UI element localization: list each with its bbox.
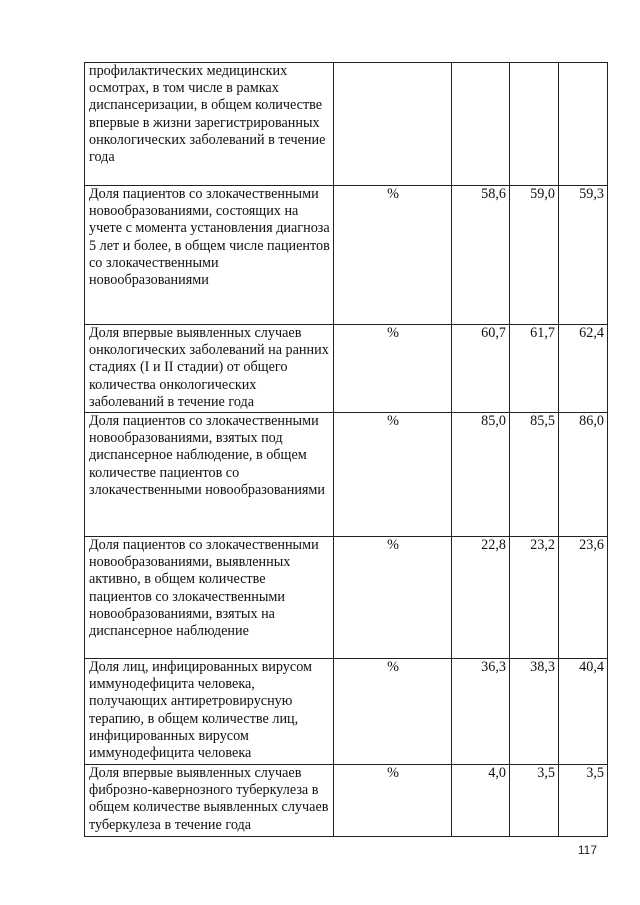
unit-cell: %: [334, 325, 452, 413]
value-cell-3: [559, 63, 608, 186]
unit-cell: [334, 63, 452, 186]
indicator-name-cell: профилактических медицинских осмотрах, в том числе в рамках диспансеризации, в общем количестве впервые в жизни зарегистрированных онкологических заболеваний в течение года: [85, 63, 334, 186]
indicators-table: [84, 62, 608, 837]
table-row: [85, 659, 608, 765]
unit-cell: %: [334, 659, 452, 765]
table-row: [85, 325, 608, 413]
table-row: [85, 765, 608, 837]
value-cell-2: 59,0: [510, 186, 559, 325]
value-cell-3: 40,4: [559, 659, 608, 765]
unit-cell: %: [334, 413, 452, 537]
unit-cell: %: [334, 537, 452, 659]
unit-cell: %: [334, 765, 452, 837]
table-row: [85, 63, 608, 186]
value-cell-3: 3,5: [559, 765, 608, 837]
value-cell-1: 4,0: [452, 765, 510, 837]
value-cell-2: [510, 63, 559, 186]
value-cell-3: 59,3: [559, 186, 608, 325]
value-cell-2: 85,5: [510, 413, 559, 537]
indicator-name-cell: Доля пациентов со злокачественными новообразованиями, выявленных активно, в общем количестве пациентов со злокачественными новообразованиями, взятых на диспансерное наблюдение: [85, 537, 334, 659]
table-row: [85, 413, 608, 537]
value-cell-3: 23,6: [559, 537, 608, 659]
table-row: [85, 186, 608, 325]
indicator-name-cell: Доля впервые выявленных случаев онкологических заболеваний на ранних стадиях (I и II стадии) от общего количества онкологических заболеваний в течение года: [85, 325, 334, 413]
value-cell-2: 23,2: [510, 537, 559, 659]
value-cell-1: 85,0: [452, 413, 510, 537]
value-cell-1: 22,8: [452, 537, 510, 659]
value-cell-1: 58,6: [452, 186, 510, 325]
indicator-name-cell: Доля пациентов со злокачественными новообразованиями, взятых под диспансерное наблюдение, в общем количестве пациентов со злокачественными новообразованиями: [85, 413, 334, 537]
table-row: [85, 537, 608, 659]
page-number: 117: [577, 843, 597, 857]
value-cell-1: [452, 63, 510, 186]
value-cell-2: 61,7: [510, 325, 559, 413]
indicator-name-cell: Доля впервые выявленных случаев фиброзно-кавернозного туберкулеза в общем количестве выявленных случаев туберкулеза в течение года: [85, 765, 334, 837]
value-cell-3: 86,0: [559, 413, 608, 537]
value-cell-1: 36,3: [452, 659, 510, 765]
unit-cell: %: [334, 186, 452, 325]
indicator-name-cell: Доля лиц, инфицированных вирусом иммунодефицита человека, получающих антиретровирусную терапию, в общем количестве лиц, инфицированных вирусом иммунодефицита человека: [85, 659, 334, 765]
value-cell-3: 62,4: [559, 325, 608, 413]
indicator-name-cell: Доля пациентов со злокачественными новообразованиями, состоящих на учете с момента установления диагноза 5 лет и более, в общем числе пациентов со злокачественными новообразованиями: [85, 186, 334, 325]
value-cell-2: 3,5: [510, 765, 559, 837]
value-cell-2: 38,3: [510, 659, 559, 765]
value-cell-1: 60,7: [452, 325, 510, 413]
